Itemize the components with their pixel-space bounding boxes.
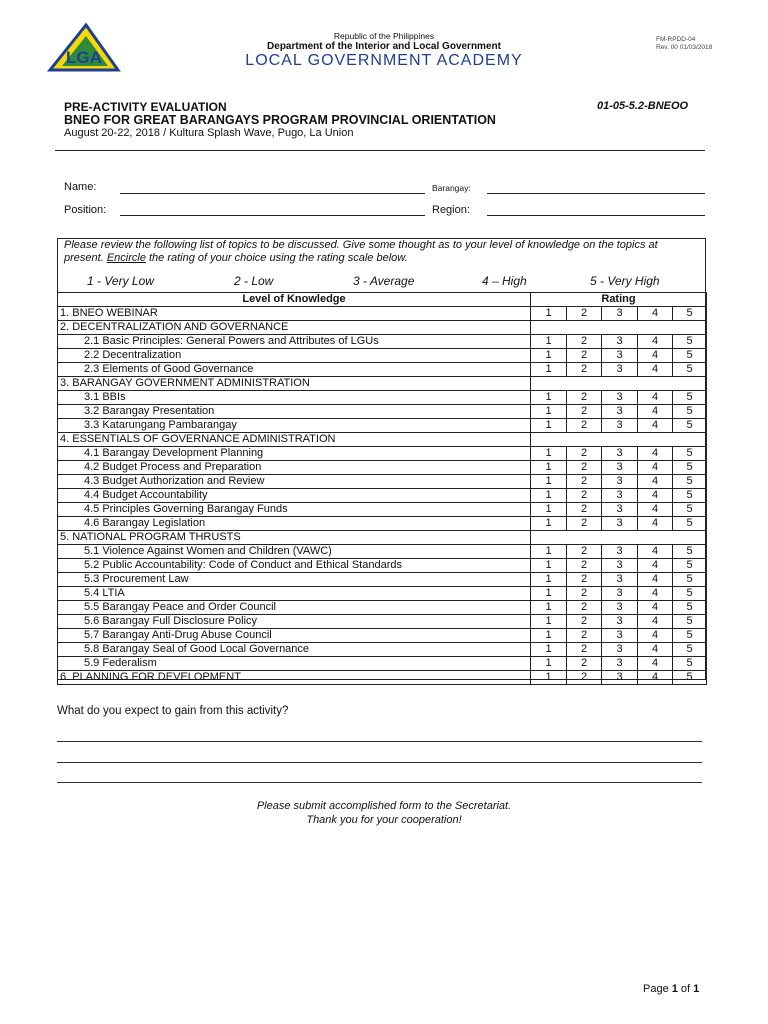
topic-cell: 5.8 Barangay Seal of Good Local Governance	[58, 643, 531, 657]
answer-line-1[interactable]	[57, 741, 702, 742]
table-row	[58, 559, 707, 573]
table-row	[58, 405, 707, 419]
rating-option-2[interactable]: 2	[567, 447, 602, 461]
rating-option-4[interactable]: 4	[638, 601, 673, 615]
page-of: of	[677, 983, 694, 995]
table-row	[58, 391, 707, 405]
rating-option-1[interactable]: 1	[531, 335, 567, 349]
venue-date: August 20-22, 2018 / Kultura Splash Wave, Pugo, La Union	[64, 127, 354, 139]
table-row	[58, 335, 707, 349]
instructions-text-end: the rating of your choice using the rating scale below.	[145, 251, 408, 264]
program-title: BNEO FOR GREAT BARANGAYS PROGRAM PROVINCIAL ORIENTATION	[64, 113, 496, 127]
rating-option-3[interactable]: 3	[602, 657, 638, 671]
table-row	[58, 629, 707, 643]
rating-option-1[interactable]: 1	[531, 629, 567, 643]
topic-cell: 5.5 Barangay Peace and Order Council	[58, 601, 531, 615]
topic-cell: 5.2 Public Accountability: Code of Conduct and Ethical Standards	[58, 559, 531, 573]
rating-option-3[interactable]: 3	[602, 559, 638, 573]
rating-option-5[interactable]: 5	[673, 503, 707, 517]
topic-cell: 1. BNEO WEBINAR	[58, 307, 531, 321]
rating-option-5[interactable]: 5	[673, 447, 707, 461]
table-row	[58, 531, 707, 545]
rating-option-1[interactable]: 1	[531, 349, 567, 363]
name-field[interactable]	[120, 193, 425, 194]
position-field[interactable]	[120, 215, 425, 216]
scale-item-5: 5 - Very High	[590, 274, 660, 288]
republic-text: Republic of the Philippines	[333, 31, 435, 41]
instructions-text: Please review the following list of topics to be discussed. Give some thought as to your level of knowledge on the topics at present.	[64, 239, 658, 264]
table-row	[58, 657, 707, 671]
rating-option-2[interactable]: 2	[567, 643, 602, 657]
topic-cell: 5.1 Violence Against Women and Children (VAWC)	[58, 545, 531, 559]
scale-item-1: 1 - Very Low	[87, 274, 154, 288]
topic-cell: 5.4 LTIA	[58, 587, 531, 601]
topic-cell: 6. PLANNING FOR DEVELOPMENT	[58, 671, 531, 685]
rating-table	[57, 292, 707, 685]
rating-empty	[531, 321, 707, 335]
rating-option-4[interactable]: 4	[638, 363, 673, 377]
topic-cell: 4.2 Budget Process and Preparation	[58, 461, 531, 475]
rating-option-4[interactable]: 4	[638, 335, 673, 349]
rating-option-3[interactable]: 3	[602, 517, 638, 531]
rating-option-5[interactable]: 5	[673, 335, 707, 349]
rating-option-2[interactable]: 2	[567, 517, 602, 531]
topic-cell: 4.4 Budget Accountability	[58, 489, 531, 503]
table-row	[58, 587, 707, 601]
table-row	[58, 517, 707, 531]
rating-option-4[interactable]: 4	[638, 643, 673, 657]
rating-empty	[531, 433, 707, 447]
rating-option-4[interactable]: 4	[638, 419, 673, 433]
rating-option-2[interactable]: 2	[567, 587, 602, 601]
topic-cell: 3. BARANGAY GOVERNMENT ADMINISTRATION	[58, 377, 531, 391]
rating-option-1[interactable]: 1	[531, 601, 567, 615]
rating-option-2[interactable]: 2	[567, 671, 602, 685]
table-row	[58, 349, 707, 363]
rating-option-3[interactable]: 3	[602, 405, 638, 419]
topic-cell: 2.3 Elements of Good Governance	[58, 363, 531, 377]
region-label: Region:	[432, 204, 470, 216]
rating-option-3[interactable]: 3	[602, 461, 638, 475]
topic-cell: 5.9 Federalism	[58, 657, 531, 671]
rating-empty	[531, 531, 707, 545]
rating-option-4[interactable]: 4	[638, 671, 673, 685]
rating-option-5[interactable]: 5	[673, 615, 707, 629]
instructions-emphasis: Encircle	[106, 251, 146, 264]
rating-option-3[interactable]: 3	[602, 601, 638, 615]
rating-option-5[interactable]: 5	[673, 391, 707, 405]
page-total: 1	[693, 983, 700, 995]
rating-option-5[interactable]: 5	[673, 489, 707, 503]
rating-option-4[interactable]: 4	[638, 503, 673, 517]
rating-option-3[interactable]: 3	[602, 629, 638, 643]
rating-option-5[interactable]: 5	[673, 363, 707, 377]
rating-option-5[interactable]: 5	[673, 629, 707, 643]
rating-option-2[interactable]: 2	[567, 601, 602, 615]
rating-option-4[interactable]: 4	[638, 489, 673, 503]
rating-option-4[interactable]: 4	[638, 545, 673, 559]
rating-option-1[interactable]: 1	[531, 587, 567, 601]
svg-text:LGA: LGA	[66, 48, 102, 67]
table-row	[58, 321, 707, 335]
table-row	[58, 573, 707, 587]
rating-option-4[interactable]: 4	[638, 307, 673, 321]
scale-item-4: 4 – High	[482, 274, 527, 288]
barangay-label: Barangay:	[432, 183, 471, 193]
rating-option-2[interactable]: 2	[567, 335, 602, 349]
topic-cell: 4.6 Barangay Legislation	[58, 517, 531, 531]
table-header-row	[58, 293, 707, 307]
rating-option-3[interactable]: 3	[602, 643, 638, 657]
rating-option-5[interactable]: 5	[673, 461, 707, 475]
department-text: Department of the Interior and Local Government	[267, 41, 501, 52]
rating-option-4[interactable]: 4	[638, 391, 673, 405]
rating-option-4[interactable]: 4	[638, 587, 673, 601]
rating-option-2[interactable]: 2	[567, 629, 602, 643]
topic-cell: 5.3 Procurement Law	[58, 573, 531, 587]
rating-option-4[interactable]: 4	[638, 559, 673, 573]
rating-option-3[interactable]: 3	[602, 489, 638, 503]
rating-option-1[interactable]: 1	[531, 475, 567, 489]
divider	[55, 150, 705, 151]
table-row	[58, 433, 707, 447]
rating-option-5[interactable]: 5	[673, 545, 707, 559]
expectation-question: What do you expect to gain from this activity?	[57, 705, 289, 717]
rating-option-2[interactable]: 2	[567, 559, 602, 573]
rating-scale	[64, 274, 704, 288]
rating-option-3[interactable]: 3	[602, 363, 638, 377]
rating-option-2[interactable]: 2	[567, 615, 602, 629]
answer-line-2[interactable]	[57, 762, 702, 763]
page-label: Page	[643, 983, 672, 995]
scale-item-3: 3 - Average	[353, 274, 415, 288]
rating-option-3[interactable]: 3	[602, 447, 638, 461]
rating-option-4[interactable]: 4	[638, 349, 673, 363]
rating-option-4[interactable]: 4	[638, 447, 673, 461]
rating-option-1[interactable]: 1	[531, 573, 567, 587]
rating-option-3[interactable]: 3	[602, 307, 638, 321]
rating-option-3[interactable]: 3	[602, 545, 638, 559]
rating-option-2[interactable]: 2	[567, 419, 602, 433]
rating-option-1[interactable]: 1	[531, 517, 567, 531]
rating-option-2[interactable]: 2	[567, 405, 602, 419]
rating-option-2[interactable]: 2	[567, 489, 602, 503]
activity-code: 01-05-5.2-BNEOO	[597, 100, 689, 112]
table-row	[58, 545, 707, 559]
scale-item-2: 2 - Low	[234, 274, 274, 288]
rating-option-2[interactable]: 2	[567, 349, 602, 363]
rating-option-3[interactable]: 3	[602, 391, 638, 405]
knowledge-header: Level of Knowledge	[58, 293, 531, 307]
rating-option-4[interactable]: 4	[638, 517, 673, 531]
rating-option-2[interactable]: 2	[567, 461, 602, 475]
rating-option-1[interactable]: 1	[531, 419, 567, 433]
rating-option-5[interactable]: 5	[673, 559, 707, 573]
rating-option-2[interactable]: 2	[567, 307, 602, 321]
rating-option-5[interactable]: 5	[673, 657, 707, 671]
name-label: Name:	[64, 181, 97, 193]
page-number	[643, 983, 699, 995]
table-row	[58, 447, 707, 461]
rating-option-1[interactable]: 1	[531, 615, 567, 629]
table-row	[58, 643, 707, 657]
rating-option-2[interactable]: 2	[567, 475, 602, 489]
rating-option-3[interactable]: 3	[602, 587, 638, 601]
rating-option-2[interactable]: 2	[567, 391, 602, 405]
rating-option-1[interactable]: 1	[531, 489, 567, 503]
table-row	[58, 419, 707, 433]
topic-cell: 5.7 Barangay Anti-Drug Abuse Council	[58, 629, 531, 643]
rating-header: Rating	[531, 293, 707, 307]
rating-option-5[interactable]: 5	[673, 671, 707, 685]
rating-option-3[interactable]: 3	[602, 573, 638, 587]
rating-option-4[interactable]: 4	[638, 615, 673, 629]
rating-option-1[interactable]: 1	[531, 307, 567, 321]
topic-cell: 5.6 Barangay Full Disclosure Policy	[58, 615, 531, 629]
barangay-field[interactable]	[487, 193, 705, 194]
page-current: 1	[671, 983, 678, 995]
rating-option-5[interactable]: 5	[673, 349, 707, 363]
rating-option-4[interactable]: 4	[638, 475, 673, 489]
topic-cell: 5. NATIONAL PROGRAM THRUSTS	[58, 531, 531, 545]
rating-option-1[interactable]: 1	[531, 657, 567, 671]
rating-option-5[interactable]: 5	[673, 475, 707, 489]
rating-option-2[interactable]: 2	[567, 573, 602, 587]
topic-cell: 3.1 BBIs	[58, 391, 531, 405]
thank-you-note: Thank you for your cooperation!	[306, 814, 462, 826]
form-revision-line: Rev. 00 01/03/2018	[656, 44, 713, 51]
submit-note: Please submit accomplished form to the Secretariat.	[256, 800, 512, 812]
rating-option-3[interactable]: 3	[602, 475, 638, 489]
rating-option-5[interactable]: 5	[673, 601, 707, 615]
rating-option-1[interactable]: 1	[531, 503, 567, 517]
rating-option-3[interactable]: 3	[602, 419, 638, 433]
form-code	[656, 36, 712, 52]
rating-option-2[interactable]: 2	[567, 503, 602, 517]
rating-option-5[interactable]: 5	[673, 307, 707, 321]
rating-option-3[interactable]: 3	[602, 615, 638, 629]
topic-cell: 2.2 Decentralization	[58, 349, 531, 363]
rating-option-2[interactable]: 2	[567, 545, 602, 559]
rating-option-5[interactable]: 5	[673, 517, 707, 531]
topic-cell: 3.2 Barangay Presentation	[58, 405, 531, 419]
rating-option-1[interactable]: 1	[531, 447, 567, 461]
table-row	[58, 601, 707, 615]
rating-option-1[interactable]: 1	[531, 461, 567, 475]
table-row	[58, 615, 707, 629]
rating-option-1[interactable]: 1	[531, 405, 567, 419]
topic-cell: 4.5 Principles Governing Barangay Funds	[58, 503, 531, 517]
rating-option-5[interactable]: 5	[673, 405, 707, 419]
topic-cell: 4.3 Budget Authorization and Review	[58, 475, 531, 489]
rating-option-1[interactable]: 1	[531, 559, 567, 573]
evaluation-title: PRE-ACTIVITY EVALUATION	[64, 100, 227, 114]
rating-option-1[interactable]: 1	[531, 671, 567, 685]
academy-title: LOCAL GOVERNMENT ACADEMY	[245, 52, 523, 69]
rating-option-3[interactable]: 3	[602, 503, 638, 517]
rating-option-1[interactable]: 1	[531, 363, 567, 377]
region-field[interactable]	[487, 215, 705, 216]
rating-option-3[interactable]: 3	[602, 349, 638, 363]
rating-option-3[interactable]: 3	[602, 671, 638, 685]
rating-option-3[interactable]: 3	[602, 335, 638, 349]
topic-cell: 2.1 Basic Principles: General Powers and Attributes of LGUs	[58, 335, 531, 349]
rating-option-5[interactable]: 5	[673, 643, 707, 657]
topic-cell: 3.3 Katarungang Pambarangay	[58, 419, 531, 433]
rating-option-1[interactable]: 1	[531, 545, 567, 559]
rating-option-5[interactable]: 5	[673, 419, 707, 433]
rating-option-5[interactable]: 5	[673, 573, 707, 587]
table-row	[58, 475, 707, 489]
form-code-line: FM-RPDD-04	[656, 36, 696, 43]
table-row	[58, 671, 707, 685]
rating-option-1[interactable]: 1	[531, 643, 567, 657]
table-row	[58, 377, 707, 391]
rating-option-5[interactable]: 5	[673, 587, 707, 601]
table-row	[58, 307, 707, 321]
rating-option-4[interactable]: 4	[638, 405, 673, 419]
rating-option-2[interactable]: 2	[567, 363, 602, 377]
rating-empty	[531, 377, 707, 391]
rating-option-2[interactable]: 2	[567, 657, 602, 671]
table-row	[58, 461, 707, 475]
instructions	[64, 239, 694, 264]
rating-option-4[interactable]: 4	[638, 461, 673, 475]
table-row	[58, 503, 707, 517]
topic-cell: 4.1 Barangay Development Planning	[58, 447, 531, 461]
rating-option-4[interactable]: 4	[638, 657, 673, 671]
table-row	[58, 363, 707, 377]
rating-option-4[interactable]: 4	[638, 573, 673, 587]
rating-option-4[interactable]: 4	[638, 629, 673, 643]
rating-option-1[interactable]: 1	[531, 391, 567, 405]
topic-cell: 2. DECENTRALIZATION AND GOVERNANCE	[58, 321, 531, 335]
answer-line-3[interactable]	[57, 782, 702, 783]
position-label: Position:	[64, 204, 107, 216]
topic-cell: 4. ESSENTIALS OF GOVERNANCE ADMINISTRATION	[58, 433, 531, 447]
table-row	[58, 489, 707, 503]
